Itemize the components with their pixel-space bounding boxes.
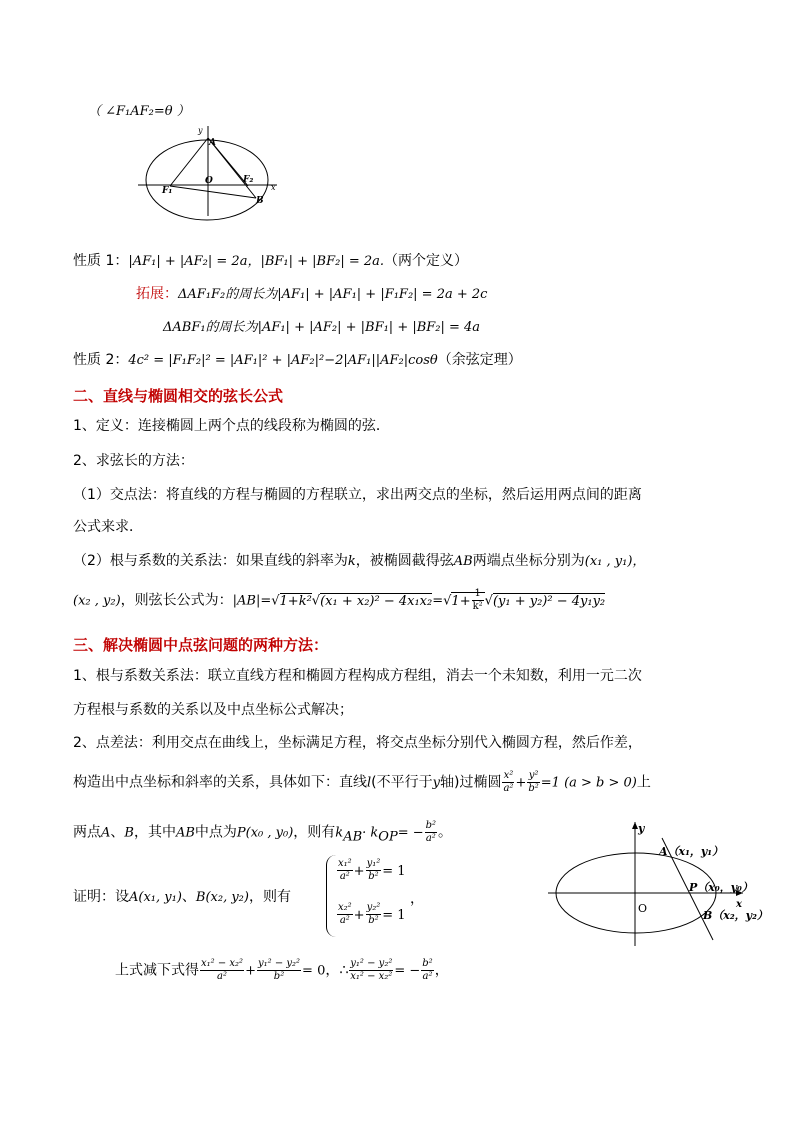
- section-2-p3a: （1）交点法：将直线的方程与椭圆的方程联立，求出两交点的坐标，然后运用两点间的距离: [73, 487, 642, 503]
- fig1-label-b: B: [256, 196, 264, 206]
- section-3-p1a: 1、根与系数关系法：联立直线方程和椭圆方程构成方程组，消去一个未知数，利用一元二次: [73, 668, 642, 684]
- extension-2-prefix: ΔABF₁的周长为: [163, 320, 258, 335]
- property-1-prefix: 性质 1：: [73, 253, 129, 269]
- extension-label: 拓展：: [136, 286, 178, 302]
- property-1: [73, 252, 468, 271]
- extension-1-prefix: ΔAF₁F₂的周长为: [178, 287, 278, 302]
- section-2-title: 二、直线与椭圆相交的弦长公式: [73, 387, 284, 405]
- fig2-label-p: P（x₀，y₀）: [689, 881, 753, 894]
- extension-1-formula: |AF₁| + |AF₁| + |F₁F₂| = 2a + 2c: [277, 287, 488, 302]
- section-3-p2a: 2、点差法：利用交点在曲线上，坐标满足方程，将交点坐标分别代入椭圆方程，然后作差，: [73, 735, 642, 751]
- section-2-chord-formula: (x₂ , y₂)，则弦长公式为：|AB|=√1+k²√(x₁ + x₂)² − 4x₁x₂=√1+ $\frac{1}{\text{k²}}$ √(y₁ + y₂)² − 4y₁y₂: [73, 588, 606, 612]
- fig2-label-o: O: [638, 902, 648, 915]
- property-2-note: （余弦定理）: [437, 352, 522, 368]
- property-1-note: （两个定义）: [384, 253, 469, 269]
- property-1-formula: |AF₁| + |AF₂| = 2a，|BF₁| + |BF₂| = 2a.: [128, 254, 385, 269]
- section-3-p3: 两点A、B，其中AB中点为P(x₀ , y₀)，则有$k_{AB}\cdot k_{OP}=$ − $\frac{\text{b²}}{\text{a²}}$ 。: [73, 820, 453, 845]
- property-2-prefix: 性质 2：: [73, 352, 129, 368]
- section-3-p2b: 构造出中点坐标和斜率的关系，具体如下：直线l(不平行于y轴)过椭圆 $\frac{\text{x²}}{\text{a²}}$ + $\frac{\text{y²}}{\text{b²}}$ =1 (a > b > 0)上: [73, 770, 651, 794]
- section-2-p3b: 公式来求．: [73, 519, 143, 535]
- fig1-label-f1: F₁: [162, 186, 173, 196]
- fig2-label-b: B（x₂，y₂）: [703, 909, 768, 922]
- fig2-label-y: y: [638, 822, 645, 835]
- angle-note: （ ∠F₁AF₂=θ ）: [88, 104, 190, 119]
- section-2-p1: 1、定义：连接椭圆上两个点的线段称为椭圆的弦．: [73, 418, 390, 434]
- fig2-label-a: A（x₁，y₁）: [659, 845, 724, 858]
- system-comma: ，: [410, 891, 424, 907]
- fig1-label-x: x: [271, 183, 276, 192]
- fig1-label-o: O: [205, 176, 213, 186]
- section-3-title: 三、解决椭圆中点弦问题的两种方法：: [73, 636, 329, 654]
- system-eq-2: $\frac{\text{x₂²}}{\text{a²}}$ + $\frac{\text{y₂²}}{\text{b²}}$ = 1: [338, 902, 406, 926]
- section-3-p1b: 方程根与系数的关系以及中点坐标公式解决；: [73, 702, 353, 718]
- subtraction-line: 上式减下式得 $\frac{\text{x₁² − x₂²}}{\text{a²}}$ + $\frac{\text{y₁² − y₂²}}{\text{b²}}$ = 0，∴ $\frac{\text{y₁² − y₂²}}{\text{x₁² − x₂²}}$ = − $\frac{\text{b²}}{\text{a²}}$ ，: [115, 958, 449, 982]
- fig1-label-y: y: [198, 126, 203, 135]
- extension-2-formula: |AF₁| + |AF₂| + |BF₁| + |BF₂| = 4a: [257, 320, 481, 335]
- fig2-label-x: x: [736, 899, 742, 910]
- figure-ellipse-midpoint-chord: [548, 818, 768, 948]
- fig1-label-f2: F₂: [243, 175, 254, 185]
- proof-intro: 证明：设A(x₁, y₁)、B(x₂, y₂)，则有: [73, 889, 291, 905]
- system-eq-1: $\frac{\text{x₁²}}{\text{a²}}$ + $\frac{\text{y₁²}}{\text{b²}}$ = 1: [338, 858, 406, 882]
- section-2-p2: 2、求弦长的方法：: [73, 453, 194, 469]
- fig1-label-a: A: [209, 138, 216, 148]
- extension-line-2: [163, 318, 480, 337]
- extension-line-1: [136, 285, 487, 304]
- property-2: [73, 351, 522, 370]
- section-2-p4a: （2）根与系数的关系法：如果直线的斜率为k，被椭圆截得弦AB两端点坐标分别为(x₁ , y₁)，: [73, 553, 646, 569]
- property-2-formula: 4c² = |F₁F₂|² = |AF₁|² + |AF₂|²−2|AF₁||AF₂|cosθ: [128, 353, 438, 368]
- figure-ellipse-focal-triangle: [130, 118, 280, 218]
